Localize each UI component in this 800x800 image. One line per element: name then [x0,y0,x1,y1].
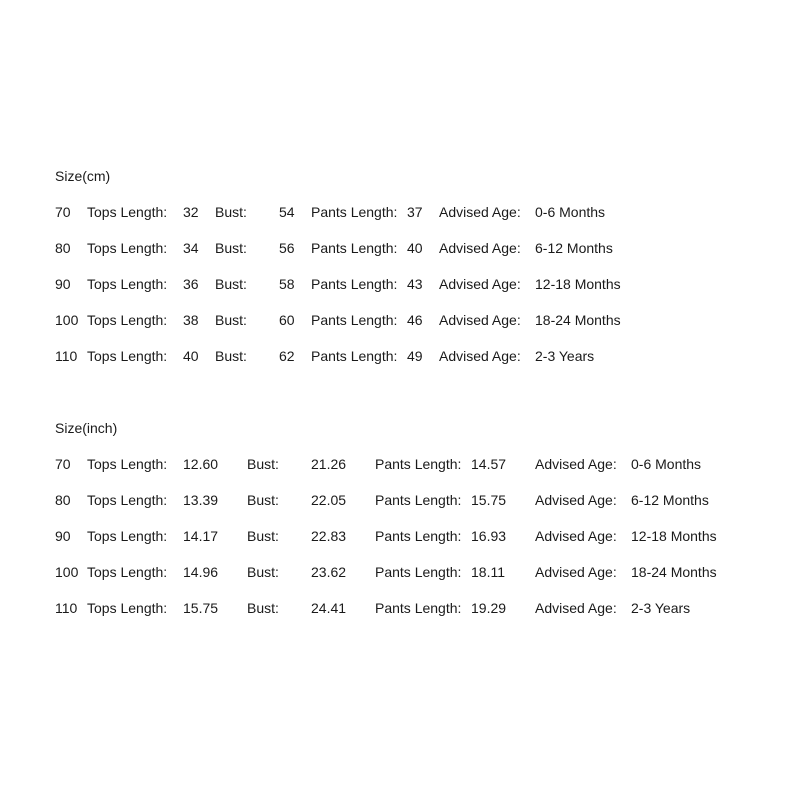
size-cm-title: Size(cm) [55,168,111,184]
pants-length-value: 14.57 [471,456,507,472]
bust-value: 56 [279,240,295,256]
bust-label: Bust: [247,600,279,616]
advised-age-label: Advised Age: [535,600,617,616]
tops-length-label: Tops Length: [87,240,168,256]
bust-label: Bust: [247,492,279,508]
advised-age-label: Advised Age: [535,456,617,472]
size-cm-table [55,203,621,383]
advised-age-label: Advised Age: [439,348,521,364]
pants-length-value: 49 [407,348,423,364]
advised-age-value: 12-18 Months [535,276,621,292]
tops-length-value: 32 [183,204,199,220]
advised-age-label: Advised Age: [439,204,521,220]
size-cm-section [55,167,621,383]
size-value: 110 [55,600,78,616]
bust-value: 23.62 [311,564,347,580]
bust-label: Bust: [215,276,247,292]
pants-length-value: 18.11 [471,564,505,580]
bust-value: 62 [279,348,295,364]
table-row [55,347,595,383]
table-row [55,311,621,347]
advised-age-value: 18-24 Months [535,312,621,328]
advised-age-label: Advised Age: [535,492,617,508]
pants-length-label: Pants Length: [375,492,462,508]
tops-length-value: 36 [183,276,199,292]
table-row [55,491,709,527]
pants-length-value: 37 [407,204,423,220]
table-row [55,455,702,491]
bust-value: 60 [279,312,295,328]
tops-length-label: Tops Length: [87,348,168,364]
size-value: 100 [55,312,79,328]
bust-label: Bust: [247,528,279,544]
advised-age-value: 6-12 Months [535,240,613,256]
table-row [55,239,613,275]
pants-length-value: 43 [407,276,423,292]
bust-value: 21.26 [311,456,347,472]
advised-age-label: Advised Age: [535,564,617,580]
table-row [55,203,606,239]
size-value: 110 [55,348,78,364]
size-value: 70 [55,204,71,220]
tops-length-value: 14.96 [183,564,219,580]
size-inch-title: Size(inch) [55,420,118,436]
bust-value: 54 [279,204,295,220]
tops-length-value: 12.60 [183,456,219,472]
tops-length-label: Tops Length: [87,564,168,580]
bust-label: Bust: [247,564,279,580]
advised-age-value: 2-3 Years [631,600,691,616]
tops-length-value: 14.17 [183,528,219,544]
advised-age-label: Advised Age: [439,276,521,292]
tops-length-value: 40 [183,348,199,364]
pants-length-value: 19.29 [471,600,507,616]
bust-label: Bust: [215,204,247,220]
tops-length-label: Tops Length: [87,456,168,472]
bust-label: Bust: [247,456,279,472]
advised-age-label: Advised Age: [439,240,521,256]
bust-label: Bust: [215,348,247,364]
bust-value: 24.41 [311,600,347,616]
size-value: 70 [55,456,71,472]
size-value: 90 [55,528,71,544]
tops-length-label: Tops Length: [87,312,168,328]
bust-value: 58 [279,276,295,292]
tops-length-value: 13.39 [183,492,219,508]
tops-length-value: 38 [183,312,199,328]
table-row [55,563,717,599]
size-value: 80 [55,240,71,256]
advised-age-value: 18-24 Months [631,564,717,580]
pants-length-label: Pants Length: [375,564,462,580]
pants-length-value: 15.75 [471,492,507,508]
tops-length-value: 15.75 [183,600,219,616]
pants-length-value: 40 [407,240,423,256]
pants-length-label: Pants Length: [375,528,462,544]
advised-age-value: 2-3 Years [535,348,595,364]
advised-age-value: 0-6 Months [535,204,606,220]
table-row [55,275,621,311]
table-row [55,527,717,563]
advised-age-value: 12-18 Months [631,528,717,544]
bust-value: 22.83 [311,528,347,544]
advised-age-value: 0-6 Months [631,456,702,472]
tops-length-label: Tops Length: [87,492,168,508]
tops-length-value: 34 [183,240,199,256]
pants-length-value: 46 [407,312,423,328]
table-row [55,599,691,635]
size-inch-table [55,455,717,635]
pants-length-label: Pants Length: [375,456,462,472]
pants-length-value: 16.93 [471,528,507,544]
tops-length-label: Tops Length: [87,276,168,292]
pants-length-label: Pants Length: [311,204,398,220]
pants-length-label: Pants Length: [311,348,398,364]
pants-length-label: Pants Length: [375,600,462,616]
advised-age-label: Advised Age: [439,312,521,328]
tops-length-label: Tops Length: [87,204,168,220]
bust-label: Bust: [215,312,247,328]
size-value: 90 [55,276,71,292]
tops-length-label: Tops Length: [87,600,168,616]
advised-age-label: Advised Age: [535,528,617,544]
size-inch-section [55,419,717,635]
size-value: 100 [55,564,79,580]
pants-length-label: Pants Length: [311,240,398,256]
size-value: 80 [55,492,71,508]
tops-length-label: Tops Length: [87,528,168,544]
bust-value: 22.05 [311,492,347,508]
pants-length-label: Pants Length: [311,276,398,292]
advised-age-value: 6-12 Months [631,492,709,508]
bust-label: Bust: [215,240,247,256]
pants-length-label: Pants Length: [311,312,398,328]
